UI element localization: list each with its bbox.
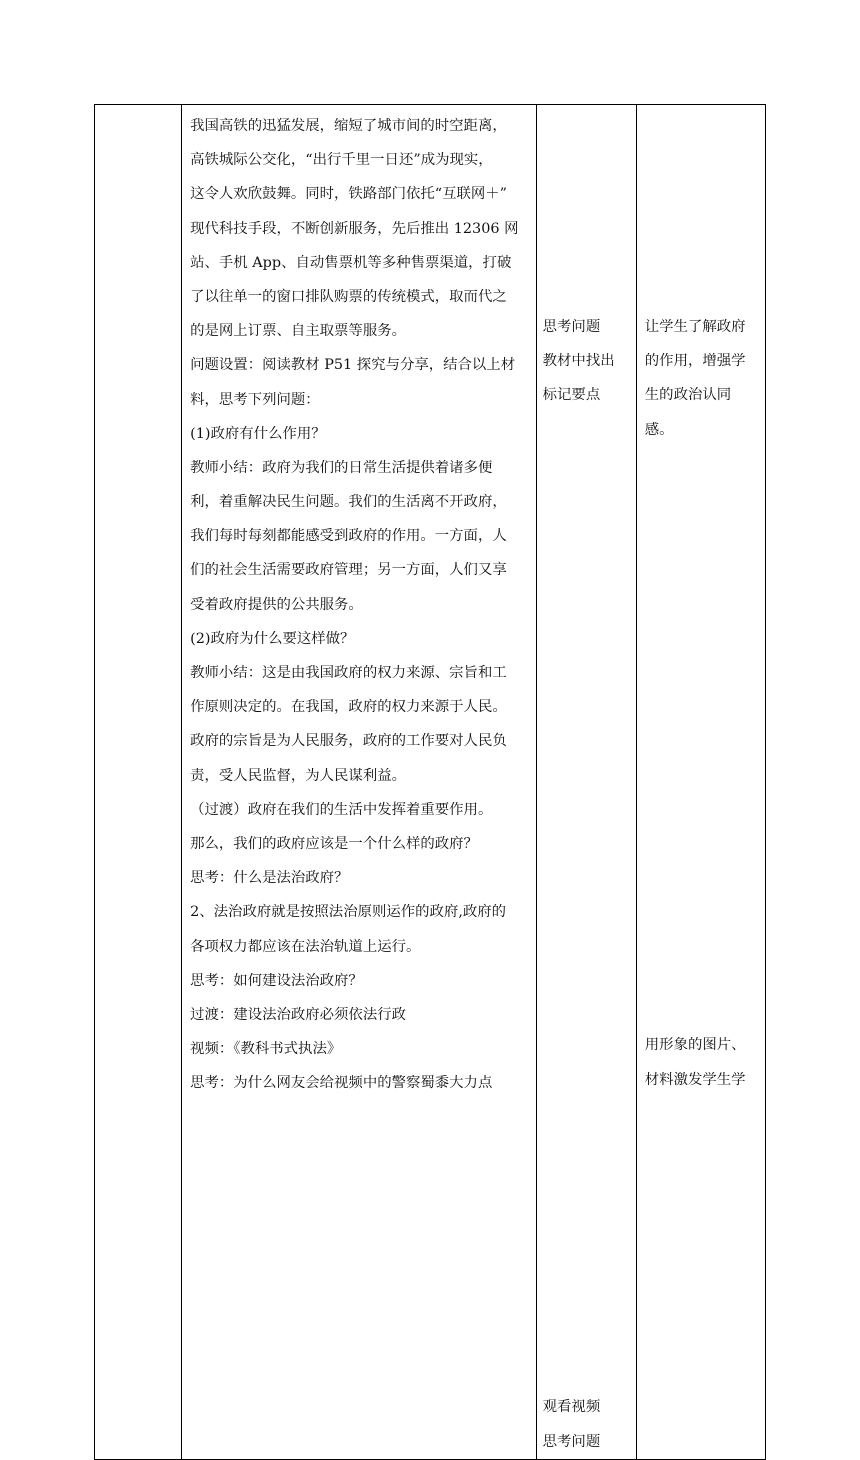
text-line: （过渡）政府在我们的生活中发挥着重要作用。: [190, 801, 493, 818]
text-line: 过渡：建设法治政府必须依法行政: [190, 1006, 406, 1023]
text-line: 问题设置：阅读教材 P51 探究与分享，结合以上材: [190, 357, 516, 374]
table-row: [95, 105, 766, 1460]
text-line: 那么，我们的政府应该是一个什么样的政府？: [190, 835, 478, 852]
teacher-activity-cell: [182, 105, 537, 1460]
design-intent-line: 材料激发学生学: [644, 1071, 746, 1088]
student-activity-cell: [536, 105, 636, 1460]
design-intent-line: 用形象的图片、: [644, 1037, 746, 1054]
design-intent-line: 让学生了解政府: [644, 319, 746, 335]
design-intent-line: 感。: [644, 421, 674, 438]
design-intent-text-1: [645, 310, 757, 447]
text-line: 高铁城际公交化，“出行千里一日还”成为现实，: [190, 152, 493, 169]
text-line: 作原则决定的。在我国，政府的权力来源于人民。: [190, 699, 507, 716]
stage-cell: [95, 105, 182, 1460]
student-activity-line: 教材中找出: [542, 353, 615, 370]
text-line: 受着政府提供的公共服务。: [190, 596, 363, 613]
text-line: 教师小结：这是由我国政府的权力来源、宗旨和工: [190, 665, 507, 681]
design-intent-cell: [636, 105, 765, 1460]
text-line: 站、手机 App、自动售票机等多种售票渠道，打破: [190, 254, 512, 271]
student-activity-line: 标记要点: [542, 387, 601, 404]
teacher-activity-text: [190, 109, 528, 1100]
student-activity-line: 思考问题: [542, 1433, 601, 1450]
text-line: 2、法治政府就是按照法治原则运作的政府,政府的: [190, 904, 507, 921]
text-line: 思考：为什么网友会给视频中的警察蜀黍大力点: [190, 1075, 493, 1092]
text-line: 各项权力都应该在法治轨道上运行。: [190, 938, 421, 955]
text-line: (1)政府有什么作用？: [190, 425, 326, 442]
text-line: 政府的宗旨是为人民服务，政府的工作要对人民负: [190, 733, 507, 750]
text-line: 我们每时每刻都能感受到政府的作用。一方面，人: [190, 528, 507, 545]
text-line: 我国高铁的迅猛发展，缩短了城市间的时空距离，: [190, 118, 507, 134]
text-line: 这令人欢欣鼓舞。同时，铁路部门依托“互联网＋”: [190, 186, 508, 203]
text-line: 们的社会生活需要政府管理；另一方面，人们又享: [190, 562, 507, 579]
text-line: 视频：《教科书式执法》: [190, 1041, 342, 1058]
student-activity-line: 思考问题: [542, 319, 601, 335]
text-line: 思考：如何建设法治政府？: [190, 972, 363, 989]
text-line: (2)政府为什么要这样做？: [190, 630, 355, 647]
text-line: 现代科技手段，不断创新服务，先后推出 12306 网: [190, 220, 519, 237]
design-intent-text-2: [645, 1028, 757, 1096]
student-activity-text-1: [543, 310, 630, 413]
design-intent-line: 生的政治认同: [644, 387, 732, 404]
text-line: 思考：什么是法治政府？: [190, 870, 349, 887]
text-line: 责，受人民监督，为人民谋利益。: [190, 767, 406, 784]
text-line: 料，思考下列问题：: [190, 391, 320, 408]
text-line: 的是网上订票、自主取票等服务。: [190, 323, 406, 340]
design-intent-line: 的作用，增强学: [644, 353, 746, 370]
text-line: 利，着重解决民生问题。我们的生活离不开政府，: [190, 494, 507, 511]
text-line: 了以往单一的窗口排队购票的传统模式，取而代之: [190, 288, 507, 305]
student-activity-text-2: [543, 1390, 630, 1458]
lesson-plan-table: [94, 104, 766, 1460]
student-activity-line: 观看视频: [542, 1399, 601, 1416]
text-line: 教师小结：政府为我们的日常生活提供着诸多便: [190, 459, 493, 476]
